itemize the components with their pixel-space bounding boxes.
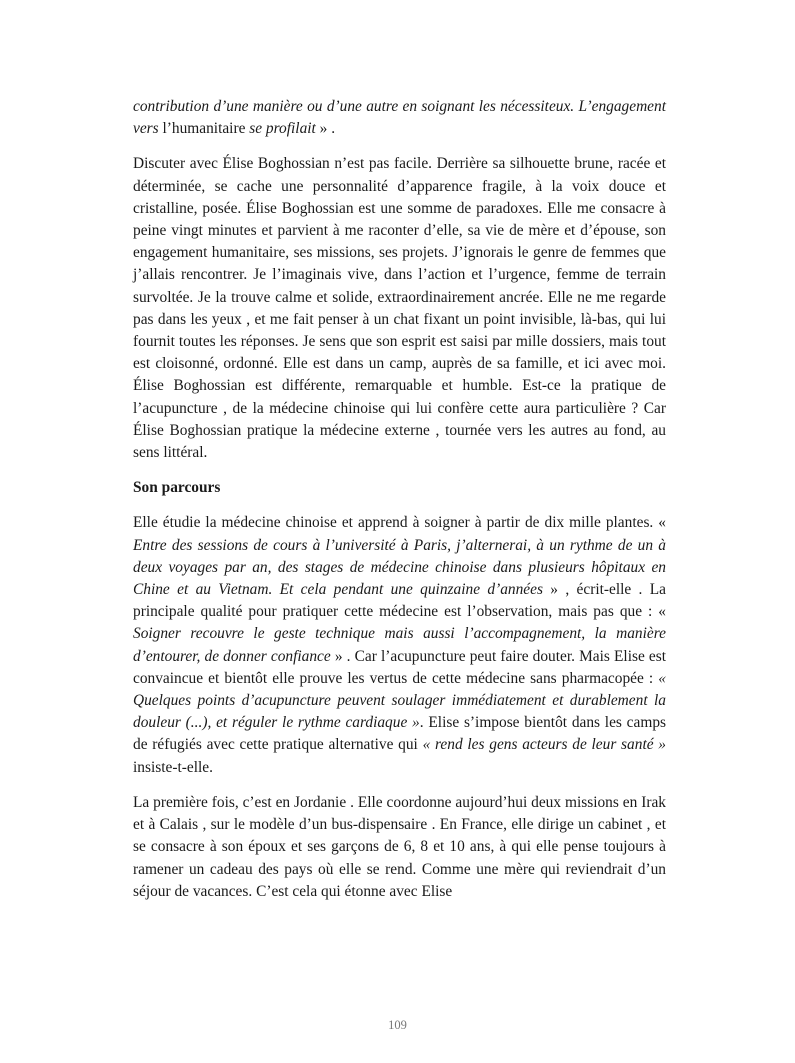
italic-text: se profilait xyxy=(249,120,316,138)
roman-text: . Elise s’impose bientôt dans les camps de réfugiés avec cette pratique alternative qui xyxy=(133,714,666,754)
roman-text: » . xyxy=(315,120,336,138)
roman-text: l’humanitaire xyxy=(162,120,250,138)
italic-text: contribution d’une manière ou d’une autre en soignant les nécessiteux. L’engagement vers xyxy=(133,98,666,138)
page-body xyxy=(133,96,666,916)
italic-quote: Entre des sessions de cours à l’université à Paris, j’alternerai, à un rythme de un à deux voyages par an, des stages de médecine chinoise dans plusieurs hôpitaux en Chine et au Vietnam. Et cela pendant une quinzaine d’années xyxy=(133,536,666,599)
roman-text: insiste-t-elle. xyxy=(133,758,213,776)
section-heading: Son parcours xyxy=(133,479,221,497)
roman-text: » . Car l’acupuncture peut faire douter. Mais Elise est convaincue et bientôt elle prouve les vertus de cette médecine sans pharmacopée : xyxy=(133,647,667,687)
italic-quote: « rend les gens acteurs de leur santé » xyxy=(422,736,666,754)
page-number: 109 xyxy=(388,1018,407,1032)
paragraph-intro-quote-end xyxy=(133,96,666,140)
paragraph-portrait: Discuter avec Élise Boghossian n’est pas facile. Derrière sa silhouette brune, racée et déterminée, se cache une personnalité d’apparence fragile, à la voix douce et cristalline, posée. Élise Boghossian est une somme de paradoxes. Elle me consacre à peine vingt minutes et parvient à me raconter d’elle, sa vie de mère et d’épouse, son engagement humanitaire, ses missions, ses projets. J’ignorais le genre de femmes que j’allais rencontrer. Je l’imaginais vive, dans l’action et l’urgence, femme de terrain survoltée. Je la trouve calme et solide, extraordinairement ancrée. Elle ne me regarde pas dans les yeux , et me fait penser à un chat fixant un point invisible, là-bas, qui lui fournit toutes les réponses. Je sens que son esprit est saisi par mille dossiers, mais tout est cloisonné, ordonné. Elle est dans un camp, auprès de sa famille, et ici avec moi. Élise Boghossian est différente, remarquable et humble. Est-ce la pratique de l’acupuncture , de la médecine chinoise qui lui confère cette aura particulière ? Car Élise Boghossian pratique la médecine externe , tournée vers les autres au fond, au sens littéral. xyxy=(133,155,666,462)
paragraph-missions: La première fois, c’est en Jordanie . Elle coordonne aujourd’hui deux missions en Irak et à Calais , sur le modèle d’un bus-dispensaire . En France, elle dirige un cabinet , et se consacre à son époux et ses garçons de 6, 8 et 10 ans, à qui elle pense toujours à ramener un cadeau des pays où elle se rend. Comme une mère qui reviendrait d’un séjour de vacances. C’est cela qui étonne avec Elise xyxy=(133,793,666,900)
italic-quote: « Quelques points d’acupuncture peuvent soulager immédiatement et durablement la douleur (...), et réguler le rythme cardiaque » xyxy=(133,669,666,732)
italic-quote: Soigner recouvre le geste technique mais aussi l’accompagnement, la manière d’entourer, de donner confiance xyxy=(133,625,666,665)
roman-text: Elle étudie la médecine chinoise et apprend à soigner à partir de dix mille plantes. « xyxy=(133,514,666,532)
paragraph-parcours xyxy=(133,512,666,778)
roman-text: » , écrit-elle . La principale qualité pour pratiquer cette médecine est l’observation, mais pas que : « xyxy=(133,581,666,621)
